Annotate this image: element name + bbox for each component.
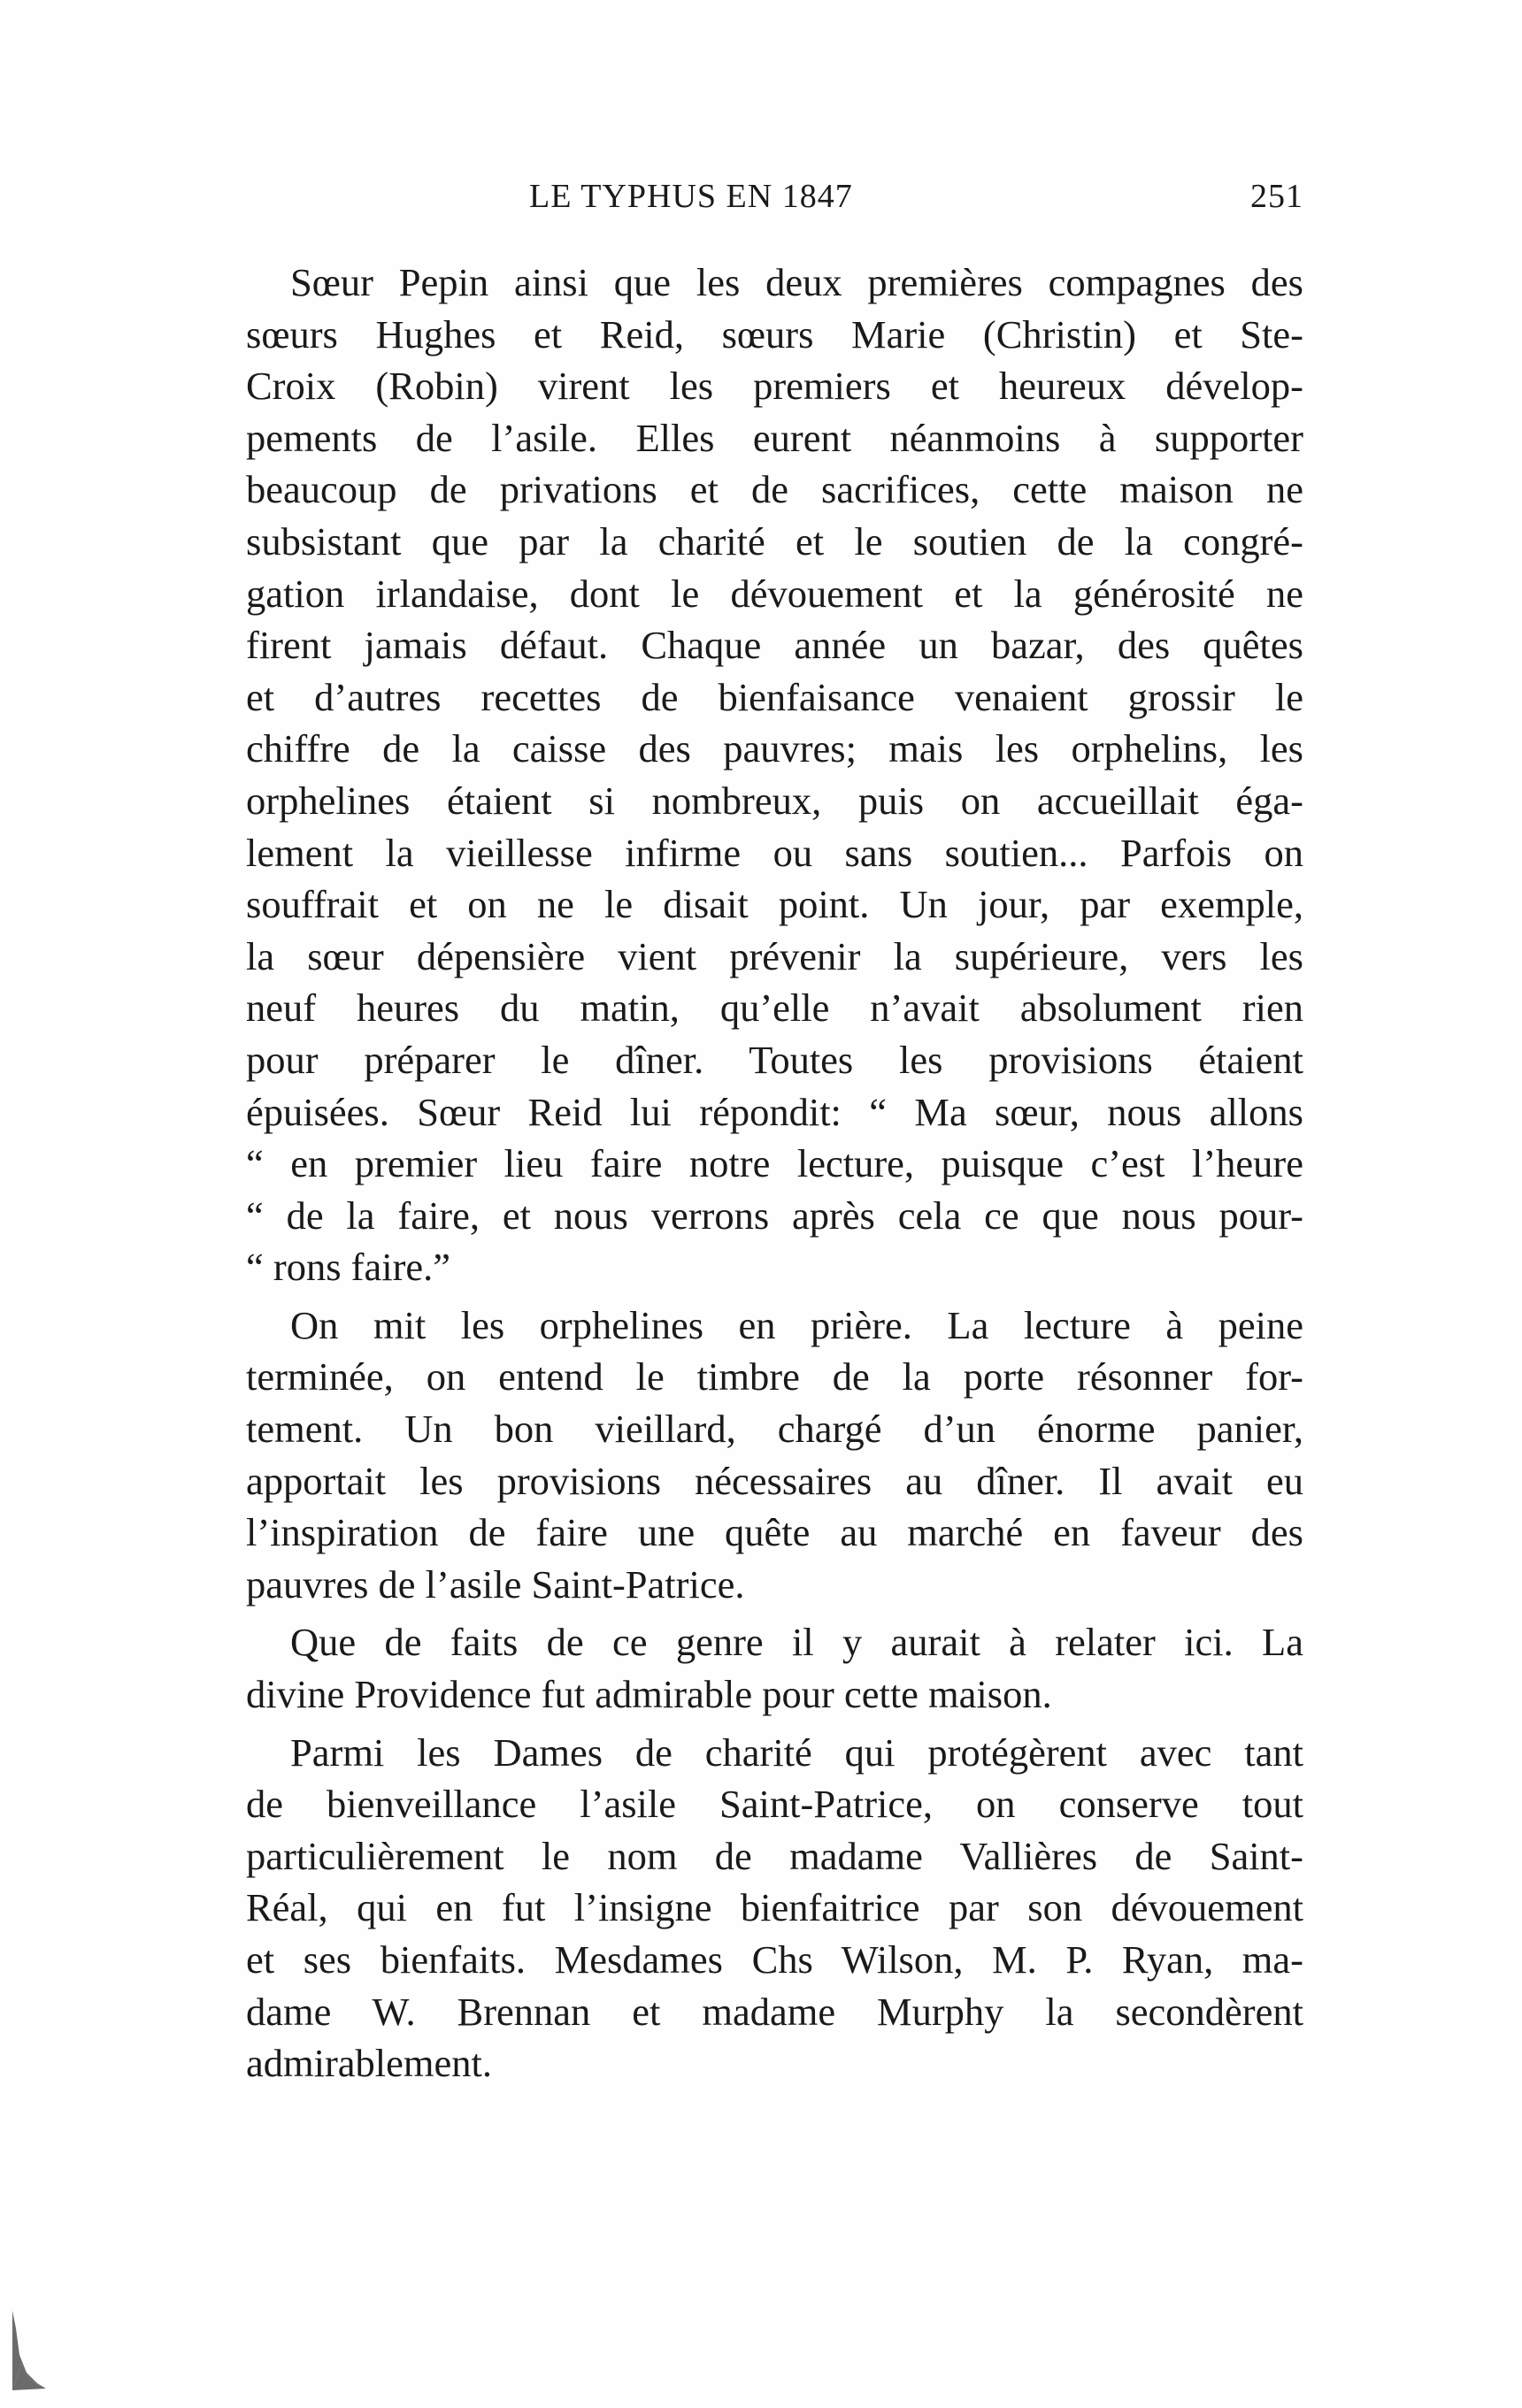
text-line: sœurs Hughes et Reid, sœurs Marie (Christin) et Ste- xyxy=(246,311,1303,357)
text-line: terminée, on entend le timbre de la porte résonner for- xyxy=(246,1354,1303,1400)
text-line: lement la vieillesse infirme ou sans soutien... Parfois on xyxy=(246,830,1303,875)
text-line: particulièrement le nom de madame Vallières de Saint- xyxy=(246,1833,1303,1878)
text-line: gation irlandaise, dont le dévouement et la générosité ne xyxy=(246,571,1303,616)
text-line: et ses bienfaits. Mesdames Chs Wilson, M. P. Ryan, ma- xyxy=(246,1937,1303,1982)
text-line: “ en premier lieu faire notre lecture, puisque c’est l’heure xyxy=(246,1141,1303,1186)
scan-edge-mark xyxy=(11,2275,64,2390)
text-line: subsistant que par la charité et le soutien de la congré- xyxy=(246,518,1303,564)
text-line: Que de faits de ce genre il y aurait à relater ici. La xyxy=(290,1620,1303,1665)
text-line: Parmi les Dames de charité qui protégèrent avec tant xyxy=(290,1729,1303,1775)
page-number: 251 xyxy=(1250,178,1303,215)
page-header xyxy=(202,177,1303,230)
paragraph-3 xyxy=(202,1616,1303,1720)
text-line: pements de l’asile. Elles eurent néanmoins à supporter xyxy=(246,415,1303,460)
text-line: la sœur dépensière vient prévenir la supérieure, vers les xyxy=(246,933,1303,978)
text-line: beaucoup de privations et de sacrifices, cette maison ne xyxy=(246,467,1303,512)
text-line: dame W. Brennan et madame Murphy la secondèrent xyxy=(246,1989,1303,2034)
text-line: et d’autres recettes de bienfaisance venaient grossir le xyxy=(246,674,1303,719)
text-line: souffrait et on ne le disait point. Un jour, par exemple, xyxy=(246,882,1303,927)
text-line: Croix (Robin) virent les premiers et heureux dévelop- xyxy=(246,364,1303,409)
paragraph-1 xyxy=(202,257,1303,1293)
text-line: firent jamais défaut. Chaque année un bazar, des quêtes xyxy=(246,623,1303,668)
text-line: neuf heures du matin, qu’elle n’avait absolument rien xyxy=(246,985,1303,1031)
text-line: divine Providence fut admirable pour cette maison. xyxy=(246,1672,1052,1717)
paragraph-2 xyxy=(202,1300,1303,1611)
text-line: orphelines étaient si nombreux, puis on accueillait éga- xyxy=(246,778,1303,823)
text-line: chiffre de la caisse des pauvres; mais les orphelins, les xyxy=(246,726,1303,771)
paragraph-4 xyxy=(202,1727,1303,2090)
text-line: Réal, qui en fut l’insigne bienfaitrice par son dévouement xyxy=(246,1885,1303,1930)
text-line: Sœur Pepin ainsi que les deux premières compagnes des xyxy=(290,260,1303,304)
text-line: tement. Un bon vieillard, chargé d’un énorme panier, xyxy=(246,1407,1303,1452)
text-line: apportait les provisions nécessaires au dîner. Il avait eu xyxy=(246,1458,1303,1503)
running-title: LE TYPHUS EN 1847 xyxy=(529,178,853,215)
text-line: épuisées. Sœur Reid lui répondit: “ Ma sœur, nous allons xyxy=(246,1089,1303,1134)
body-text xyxy=(202,257,1303,2090)
text-line: pauvres de l’asile Saint-Patrice. xyxy=(246,1561,745,1607)
text-line: “ de la faire, et nous verrons après cela ce que nous pour- xyxy=(246,1192,1303,1238)
text-line: l’inspiration de faire une quête au marché en faveur des xyxy=(246,1510,1303,1555)
text-line: de bienveillance l’asile Saint-Patrice, on conserve tout xyxy=(246,1782,1303,1827)
text-line: admirablement. xyxy=(246,2041,493,2086)
text-line: pour préparer le dîner. Toutes les provisions étaient xyxy=(246,1037,1303,1082)
text-line: “ rons faire.” xyxy=(246,1245,451,1290)
text-line: On mit les orphelines en prière. La lecture à peine xyxy=(290,1302,1303,1347)
